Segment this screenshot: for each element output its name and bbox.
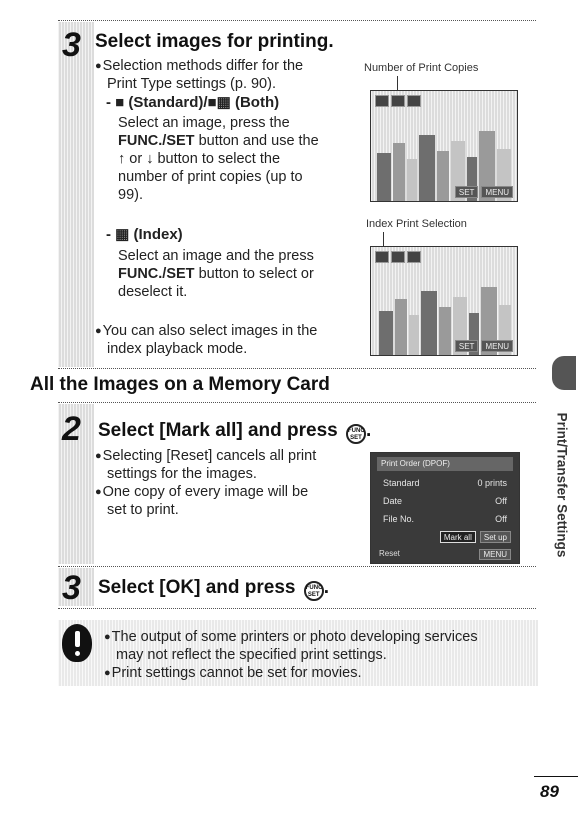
step-2-title: Select [Mark all] and press FUNC SET . bbox=[98, 420, 371, 444]
screen-1-bottom-bar bbox=[371, 183, 517, 201]
caution-line-1: ● The output of some printers or photo developing services bbox=[104, 628, 534, 646]
mark-all-button: Mark all bbox=[440, 531, 476, 543]
step-2-bullet-1-line-2: settings for the images. bbox=[107, 466, 257, 482]
menu-row-date bbox=[379, 493, 511, 509]
step-2-bullet-2-line-2: set to print. bbox=[107, 502, 179, 518]
step-2-number: 2 bbox=[62, 410, 81, 448]
menu-row-file-no bbox=[379, 511, 511, 527]
func-set-button-label-bottom: SET bbox=[350, 435, 362, 441]
bullet-2-line-1: ● You can also select images in the bbox=[95, 322, 355, 340]
menu-row-standard-label: Standard bbox=[383, 478, 420, 488]
standard-text-line-3: ↑ or ↓ button to select the bbox=[118, 151, 281, 167]
menu-chip: MENU bbox=[479, 549, 511, 560]
menu-row-date-label: Date bbox=[383, 496, 403, 506]
bullet-1-line-1: ● Selection methods differ for the bbox=[95, 57, 355, 75]
print-order-menu-screen bbox=[370, 452, 520, 564]
caption-number-of-print-copies: Number of Print Copies bbox=[364, 62, 479, 74]
print-copies-screen bbox=[370, 90, 518, 202]
standard-text-line-5: 99). bbox=[118, 187, 143, 203]
index-selection-screen bbox=[370, 246, 518, 356]
index-description bbox=[118, 247, 348, 301]
step-3b-divider bbox=[58, 566, 536, 567]
side-tab-text: Print/Transfer Settings bbox=[554, 412, 570, 558]
standard-heading: - ■ (Standard)/■▦ (Both) bbox=[106, 94, 280, 111]
standard-text-line-2: button and use the bbox=[198, 133, 319, 149]
screen-1-menu-chip: MENU bbox=[481, 186, 513, 198]
menu-row-file-no-label: File No. bbox=[383, 514, 415, 524]
screen-2-menu-chip: MENU bbox=[481, 340, 513, 352]
step-3b-title-text: Select [OK] and press bbox=[98, 577, 296, 598]
index-print-icon bbox=[375, 251, 389, 263]
index-text-line-2: button to select or bbox=[198, 266, 314, 282]
step-3-title: Select images for printing. bbox=[95, 31, 334, 52]
screen-2-set-chip: SET bbox=[455, 340, 479, 352]
screen-2-bottom-bar bbox=[371, 337, 517, 355]
page-number-rule bbox=[534, 776, 578, 777]
index-heading: - ▦ (Index) bbox=[106, 226, 183, 243]
top-divider bbox=[58, 20, 536, 21]
section-heading: All the Images on a Memory Card bbox=[30, 374, 330, 395]
func-set-label-2: FUNC./SET bbox=[118, 266, 195, 282]
reset-option: Reset bbox=[379, 549, 400, 558]
check-icon bbox=[391, 251, 405, 263]
side-tab-label bbox=[550, 395, 574, 575]
step-3b-bottom-divider bbox=[58, 608, 536, 609]
index-icon bbox=[407, 95, 421, 107]
func-set-button-icon-2 bbox=[304, 581, 324, 601]
section-divider bbox=[58, 368, 536, 369]
step-3b-number: 3 bbox=[62, 569, 81, 607]
caution-text bbox=[104, 628, 534, 682]
menu-title-bar: Print Order (DPOF) bbox=[377, 457, 513, 471]
func-set-button-icon bbox=[346, 424, 366, 444]
step-3-number: 3 bbox=[62, 26, 81, 64]
screen-2-top-icons bbox=[375, 251, 421, 263]
bullet-2-line-2: index playback mode. bbox=[107, 341, 248, 357]
func-set-label: FUNC./SET bbox=[118, 133, 195, 149]
step-3-bullet-2 bbox=[95, 322, 355, 358]
page-number: 89 bbox=[540, 782, 559, 801]
screen-1-set-chip: SET bbox=[455, 186, 479, 198]
menu-row-standard-value: 0 prints bbox=[477, 478, 507, 488]
section-divider-2 bbox=[58, 402, 536, 403]
caution-icon bbox=[62, 624, 92, 662]
step-2-title-text: Select [Mark all] and press bbox=[98, 420, 338, 441]
index-text-line-3: deselect it. bbox=[118, 284, 188, 300]
bullet-1-line-2: Print Type settings (p. 90). bbox=[107, 76, 276, 92]
menu-bottom-row bbox=[379, 549, 511, 561]
step-3-bar bbox=[58, 22, 94, 367]
caption-index-print-selection: Index Print Selection bbox=[366, 218, 467, 230]
func-set-button-2-label-top: FUNC bbox=[305, 585, 323, 591]
screen-1-top-icons bbox=[375, 95, 421, 107]
func-set-button-label-top: FUNC bbox=[348, 428, 365, 434]
step-3-bullet-1 bbox=[95, 57, 355, 93]
menu-row-standard bbox=[379, 475, 511, 491]
func-set-button-2-label-bottom: SET bbox=[307, 592, 320, 598]
step-3b-title: Select [OK] and press FUNC SET . bbox=[98, 577, 329, 601]
step-2-bullet-1-line-1: ● Selecting [Reset] cancels all print bbox=[95, 447, 355, 465]
step-2-bullets bbox=[95, 447, 355, 519]
selection-icon bbox=[407, 251, 421, 263]
index-text-line-1: Select an image and the press bbox=[118, 248, 314, 264]
menu-action-row bbox=[379, 531, 511, 545]
print-icon bbox=[375, 95, 389, 107]
caution-line-3: ● Print settings cannot be set for movies. bbox=[104, 664, 534, 682]
side-tab-marker bbox=[552, 356, 576, 390]
menu-row-file-no-value: Off bbox=[495, 514, 507, 524]
set-up-button: Set up bbox=[480, 531, 511, 543]
standard-text-line-4: number of print copies (up to bbox=[118, 169, 303, 185]
standard-description bbox=[118, 114, 348, 204]
step-2-bullet-2-line-1: ● One copy of every image will be bbox=[95, 483, 355, 501]
standard-text-line-1: Select an image, press the bbox=[118, 115, 290, 131]
menu-row-date-value: Off bbox=[495, 496, 507, 506]
copies-icon bbox=[391, 95, 405, 107]
caution-line-2: may not reflect the specified print settings. bbox=[116, 647, 387, 663]
